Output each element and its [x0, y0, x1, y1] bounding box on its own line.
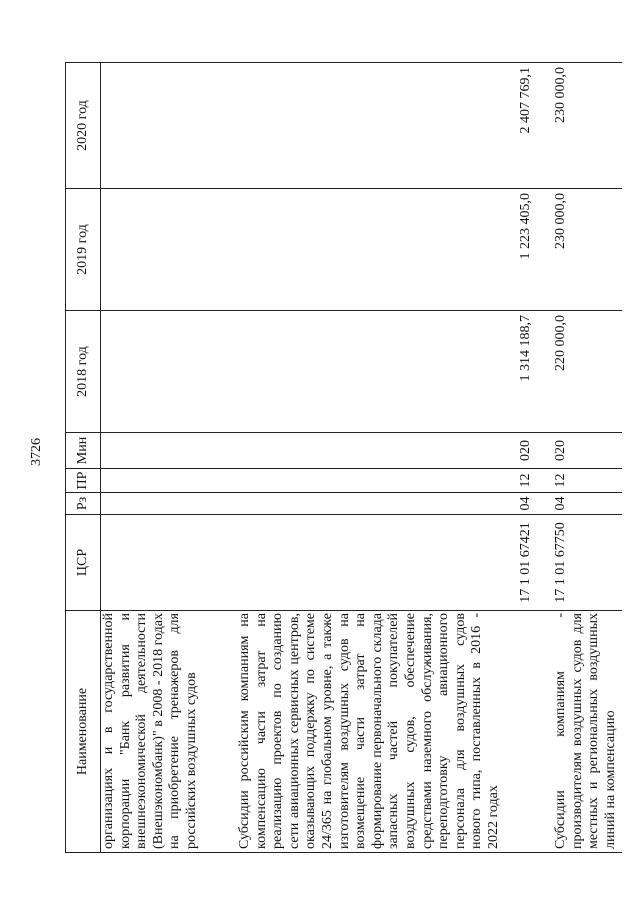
row-2019 [101, 189, 226, 311]
row-name: Субсидии компаниям - производителям воздушных судов для местных и региональных воздушных линий на компенсацию [543, 611, 622, 853]
page-number: 3726 [29, 438, 44, 466]
header-pr: ПР [66, 469, 101, 493]
budget-table [65, 62, 622, 853]
row-2020: 230 000,0 [543, 63, 622, 189]
row-2019: 230 000,0 [543, 189, 622, 311]
row-rz [101, 493, 226, 515]
header-2018: 2018 год [66, 311, 101, 433]
table-row [543, 63, 622, 853]
header-rz: Рз [66, 493, 101, 515]
row-2018 [101, 311, 226, 433]
header-name: Наименование [66, 611, 101, 853]
table-row [225, 63, 543, 853]
row-rz: 04 [225, 493, 543, 515]
row-csr: 17 1 01 67421 [225, 515, 543, 611]
row-min [101, 433, 226, 469]
row-name: организациях и в государственной корпорации "Банк развития и внешнеэкономической деятельности (Внешэкономбанк)" в 2008 - 2018 годах на приобретение тренажеров для российских воздушных судов [101, 611, 226, 853]
row-csr [101, 515, 226, 611]
row-min: 020 [225, 433, 543, 469]
row-min: 020 [543, 433, 622, 469]
row-rz: 04 [543, 493, 622, 515]
header-csr: ЦСР [66, 515, 101, 611]
table-header-row [66, 63, 101, 853]
budget-table-container [65, 63, 622, 853]
row-2019: 1 223 405,0 [225, 189, 543, 311]
row-csr: 17 1 01 67750 [543, 515, 622, 611]
row-pr: 12 [543, 469, 622, 493]
table-row [101, 63, 226, 853]
row-2018: 1 314 188,7 [225, 311, 543, 433]
header-2019: 2019 год [66, 189, 101, 311]
row-pr [101, 469, 226, 493]
header-2020: 2020 год [66, 63, 101, 189]
header-min: Мин [66, 433, 101, 469]
row-2020: 2 407 769,1 [225, 63, 543, 189]
row-2018: 220 000,0 [543, 311, 622, 433]
row-name: Субсидии российским компаниям на компенсацию части затрат на реализацию проектов по созданию сети авиационных сервисных центров, оказывающих поддержку по системе 24/365 на глобальном уровне, а также изготовителям воздушных судов на возмещение части затрат на формирование первоначального склада запасных частей покупателей воздушных судов, обеспечение средствами наземного обслуживания, переподготовку авиационного персонала для воздушных судов нового типа, поставленных в 2016 - 2022 годах [225, 611, 543, 853]
row-2020 [101, 63, 226, 189]
row-pr: 12 [225, 469, 543, 493]
